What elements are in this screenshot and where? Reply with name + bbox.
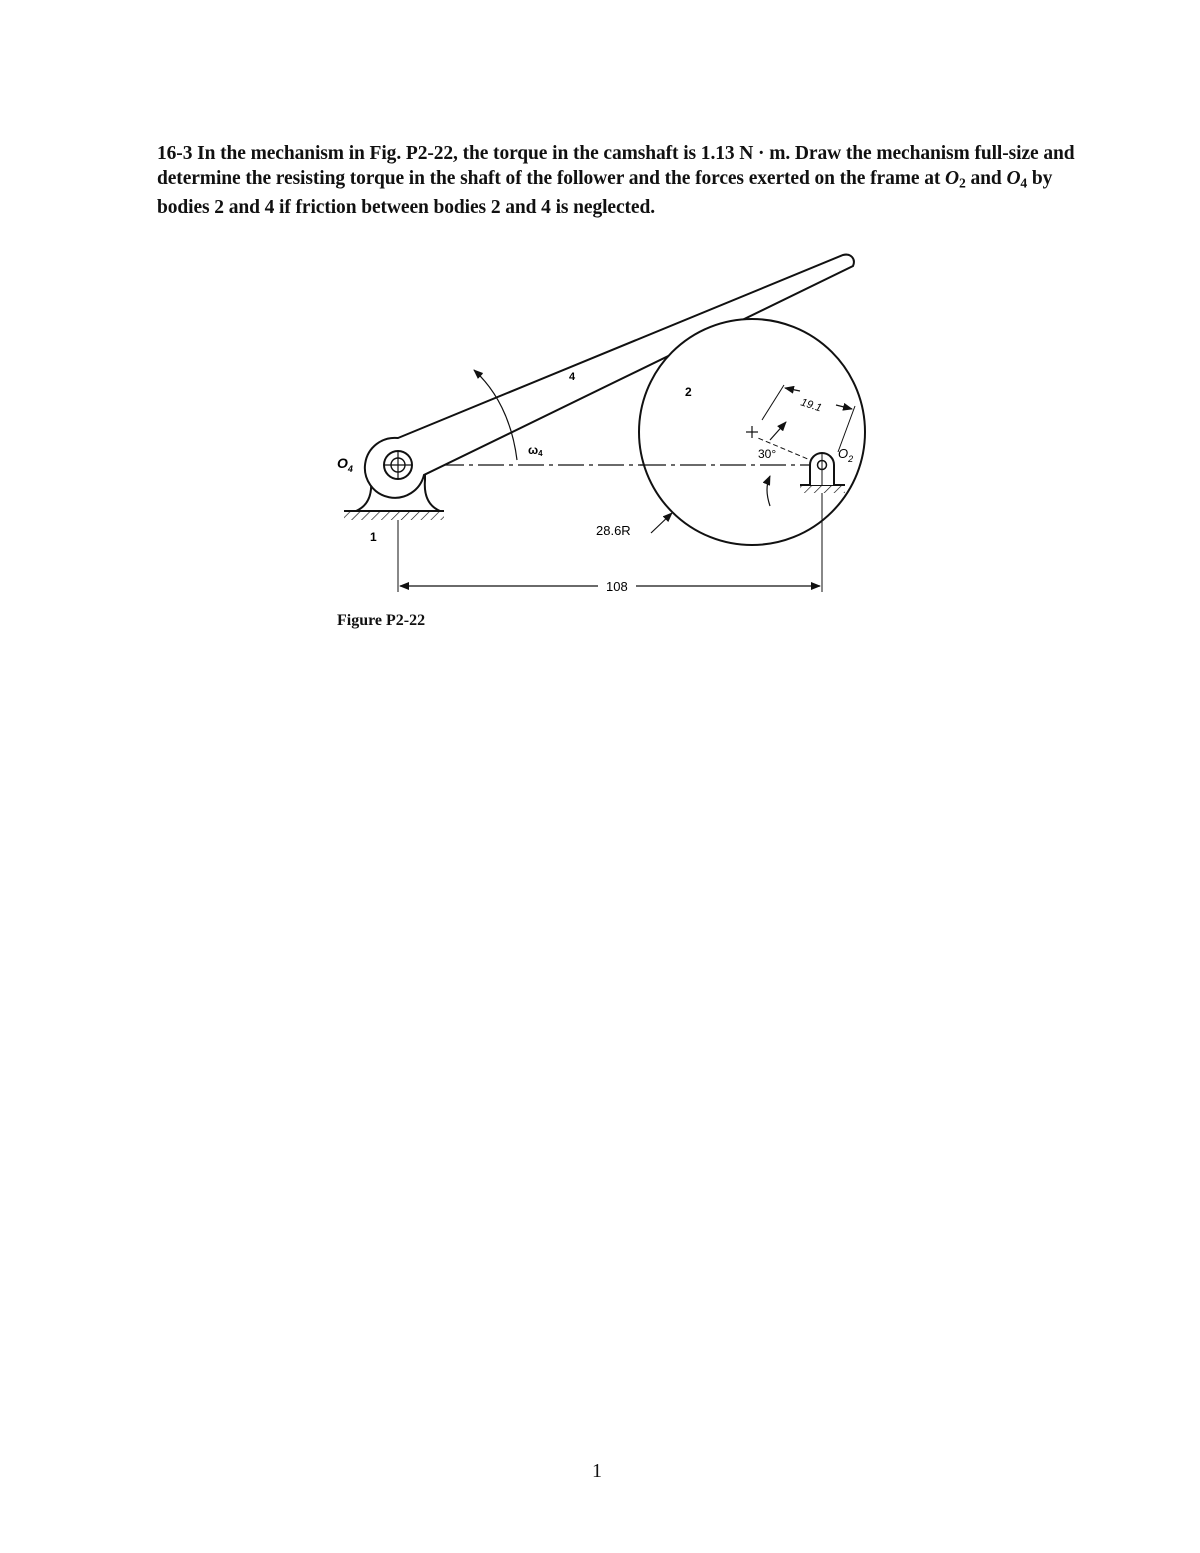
ground-hatch-o4 xyxy=(344,511,444,520)
label-cam: 2 xyxy=(685,385,692,399)
problem-text-part-1: In the mechanism in Fig. P2-22, the torque in the camshaft is 1.13 N · m. Draw the mechanism full-size and determine the resisting torque in the shaft of the follower and the forces exerted on the frame at xyxy=(157,143,1075,189)
o4-letter: O xyxy=(1006,168,1021,189)
o4-subscript: 4 xyxy=(1020,175,1028,191)
label-span: 108 xyxy=(606,579,628,594)
label-omega: ω4 xyxy=(528,443,543,458)
label-frame: 1 xyxy=(370,530,377,544)
label-radius: 28.6R xyxy=(596,523,631,538)
o2-subscript: 2 xyxy=(959,175,966,191)
label-o4: $O_4$ xyxy=(337,455,353,474)
problem-text-part-2: and xyxy=(965,168,1007,189)
problem-number: 16-3 xyxy=(157,143,193,164)
mechanism-figure xyxy=(0,0,1200,660)
ground-hatch-o2 xyxy=(800,485,845,493)
label-o2: $O_2$ xyxy=(838,446,854,464)
label-angle: 30° xyxy=(758,447,777,461)
page-number: 1 xyxy=(592,1460,602,1482)
label-offset: 19.1 xyxy=(799,396,824,415)
radius-leader xyxy=(651,513,672,533)
label-follower: 4 xyxy=(569,371,576,383)
o2-letter: O xyxy=(945,168,959,189)
figure-caption: Figure P2-22 xyxy=(337,612,426,629)
problem-text-part-3: by bodies 2 and 4 if friction between bodies 2 and 4 is neglected. xyxy=(157,168,1053,219)
